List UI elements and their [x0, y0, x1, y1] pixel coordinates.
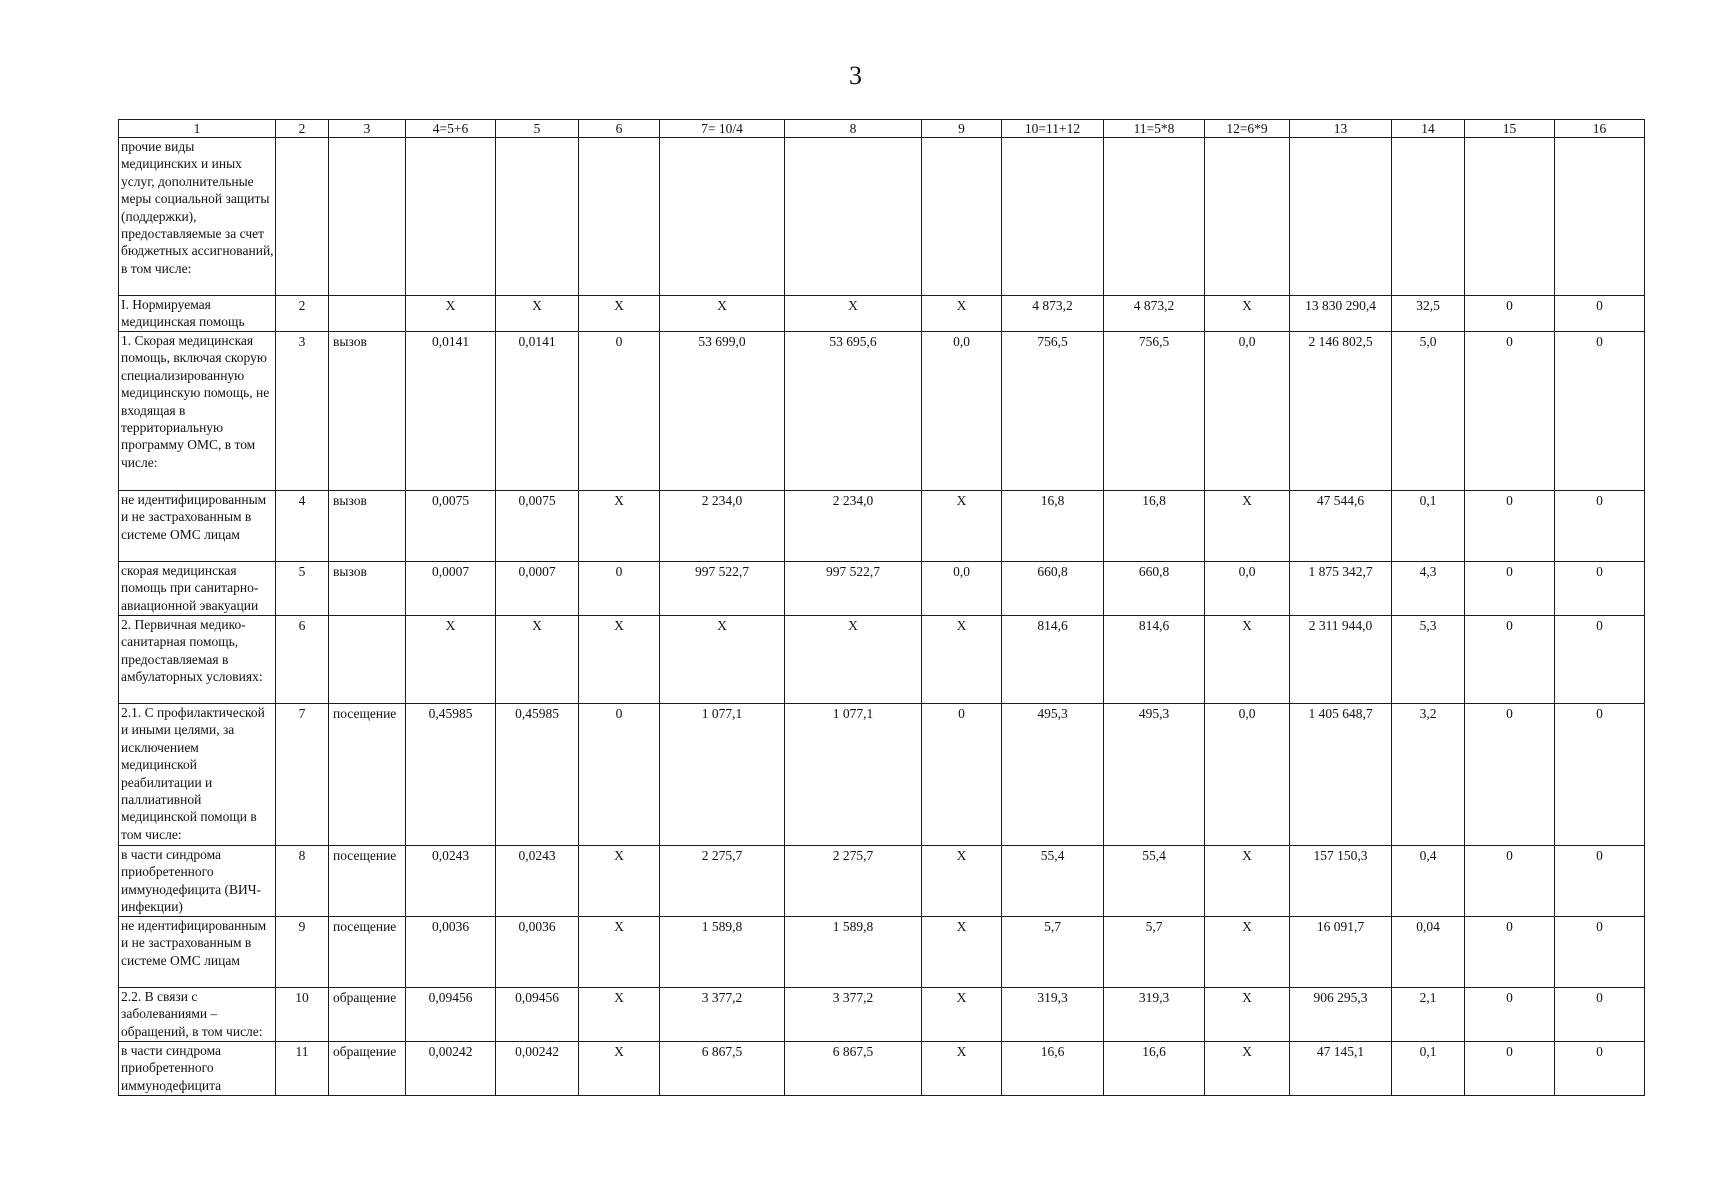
- value-cell: [1555, 138, 1645, 296]
- value-cell: 0: [1555, 704, 1645, 846]
- value-cell: X: [579, 616, 660, 704]
- table-row: [119, 616, 1645, 704]
- value-cell: 1 589,8: [660, 917, 785, 988]
- value-cell: 0: [1465, 988, 1555, 1042]
- value-cell: 1 875 342,7: [1290, 562, 1392, 616]
- row-label: в части синдрома приобретенного иммунодефицита: [119, 1042, 276, 1096]
- value-cell: 4 873,2: [1002, 296, 1104, 332]
- value-cell: 3 377,2: [785, 988, 922, 1042]
- value-cell: 0: [1465, 491, 1555, 562]
- value-cell: [1392, 138, 1465, 296]
- value-cell: X: [579, 1042, 660, 1096]
- value-cell: 0,09456: [496, 988, 579, 1042]
- value-cell: 5,7: [1104, 917, 1205, 988]
- value-cell: [1104, 138, 1205, 296]
- row-number-cell: [276, 138, 329, 296]
- value-cell: X: [496, 616, 579, 704]
- value-cell: 0,0: [922, 332, 1002, 491]
- value-cell: X: [1205, 846, 1290, 917]
- row-label: 1. Скорая медицинская помощь, включая скорую специализированную медицинскую помощь, не входящая в территориальную программу ОМС, в том числе:: [119, 332, 276, 491]
- value-cell: 0,0141: [496, 332, 579, 491]
- value-cell: 2 311 944,0: [1290, 616, 1392, 704]
- value-cell: X: [785, 616, 922, 704]
- unit-cell: обращение: [329, 988, 406, 1042]
- value-cell: 13 830 290,4: [1290, 296, 1392, 332]
- row-label: 2.1. С профилактической и иными целями, за исключением медицинской реабилитации и паллиативной медицинской помощи в том числе:: [119, 704, 276, 846]
- value-cell: 0,0075: [496, 491, 579, 562]
- budget-table: [118, 119, 1645, 1096]
- value-cell: 0: [1465, 704, 1555, 846]
- table-row: [119, 138, 1645, 296]
- header-cell: 1: [119, 120, 276, 138]
- unit-cell: вызов: [329, 491, 406, 562]
- row-number-cell: 6: [276, 616, 329, 704]
- unit-cell: посещение: [329, 846, 406, 917]
- row-number-cell: 7: [276, 704, 329, 846]
- value-cell: X: [922, 988, 1002, 1042]
- value-cell: 3 377,2: [660, 988, 785, 1042]
- row-number-cell: 9: [276, 917, 329, 988]
- value-cell: 0: [1555, 1042, 1645, 1096]
- value-cell: 4,3: [1392, 562, 1465, 616]
- value-cell: 0: [579, 704, 660, 846]
- value-cell: 0: [579, 332, 660, 491]
- value-cell: 0: [1555, 491, 1645, 562]
- value-cell: 0,0: [1205, 332, 1290, 491]
- header-cell: 9: [922, 120, 1002, 138]
- value-cell: X: [496, 296, 579, 332]
- value-cell: 0,0: [922, 562, 1002, 616]
- header-cell: 6: [579, 120, 660, 138]
- row-label: прочие виды медицинских и иных услуг, дополнительные меры социальной защиты (поддержки), предоставляемые за счет бюджетных ассигнований, в том числе:: [119, 138, 276, 296]
- header-cell: 16: [1555, 120, 1645, 138]
- value-cell: 1 405 648,7: [1290, 704, 1392, 846]
- value-cell: 2 275,7: [660, 846, 785, 917]
- value-cell: 0: [1555, 296, 1645, 332]
- value-cell: 157 150,3: [1290, 846, 1392, 917]
- value-cell: X: [406, 616, 496, 704]
- value-cell: 0: [1555, 988, 1645, 1042]
- value-cell: 0,0: [1205, 704, 1290, 846]
- value-cell: 0: [1465, 296, 1555, 332]
- header-cell: 4=5+6: [406, 120, 496, 138]
- unit-cell: [329, 296, 406, 332]
- value-cell: 6 867,5: [660, 1042, 785, 1096]
- value-cell: 55,4: [1104, 846, 1205, 917]
- value-cell: [1002, 138, 1104, 296]
- unit-cell: вызов: [329, 562, 406, 616]
- unit-cell: вызов: [329, 332, 406, 491]
- value-cell: [1290, 138, 1392, 296]
- value-cell: 0,00242: [406, 1042, 496, 1096]
- value-cell: X: [922, 491, 1002, 562]
- value-cell: X: [579, 846, 660, 917]
- table-row: [119, 332, 1645, 491]
- header-cell: 2: [276, 120, 329, 138]
- value-cell: 495,3: [1104, 704, 1205, 846]
- value-cell: 0,1: [1392, 491, 1465, 562]
- header-cell: 12=6*9: [1205, 120, 1290, 138]
- value-cell: 3,2: [1392, 704, 1465, 846]
- value-cell: X: [579, 917, 660, 988]
- value-cell: [660, 138, 785, 296]
- value-cell: [579, 138, 660, 296]
- value-cell: 2 234,0: [660, 491, 785, 562]
- row-number-cell: 10: [276, 988, 329, 1042]
- value-cell: 5,0: [1392, 332, 1465, 491]
- value-cell: [406, 138, 496, 296]
- value-cell: X: [1205, 616, 1290, 704]
- value-cell: 0,0075: [406, 491, 496, 562]
- value-cell: 0: [1465, 846, 1555, 917]
- value-cell: 16 091,7: [1290, 917, 1392, 988]
- table-row: [119, 491, 1645, 562]
- value-cell: X: [1205, 917, 1290, 988]
- value-cell: 2,1: [1392, 988, 1465, 1042]
- value-cell: 2 234,0: [785, 491, 922, 562]
- row-number-cell: 3: [276, 332, 329, 491]
- value-cell: 0: [1555, 562, 1645, 616]
- value-cell: X: [579, 988, 660, 1042]
- header-cell: 3: [329, 120, 406, 138]
- value-cell: 55,4: [1002, 846, 1104, 917]
- table-row: [119, 296, 1645, 332]
- value-cell: 319,3: [1002, 988, 1104, 1042]
- value-cell: 319,3: [1104, 988, 1205, 1042]
- value-cell: 0,00242: [496, 1042, 579, 1096]
- value-cell: 0: [1555, 332, 1645, 491]
- header-cell: 7= 10/4: [660, 120, 785, 138]
- row-label: I. Нормируемая медицинская помощь: [119, 296, 276, 332]
- value-cell: 0: [922, 704, 1002, 846]
- value-cell: 906 295,3: [1290, 988, 1392, 1042]
- header-cell: 10=11+12: [1002, 120, 1104, 138]
- value-cell: 16,8: [1002, 491, 1104, 562]
- value-cell: 0: [1555, 917, 1645, 988]
- header-cell: 5: [496, 120, 579, 138]
- value-cell: 47 145,1: [1290, 1042, 1392, 1096]
- value-cell: X: [660, 616, 785, 704]
- unit-cell: посещение: [329, 704, 406, 846]
- table-row: [119, 562, 1645, 616]
- value-cell: X: [1205, 491, 1290, 562]
- row-number-cell: 5: [276, 562, 329, 616]
- value-cell: [496, 138, 579, 296]
- value-cell: [785, 138, 922, 296]
- unit-cell: [329, 616, 406, 704]
- value-cell: 814,6: [1002, 616, 1104, 704]
- value-cell: 0,1: [1392, 1042, 1465, 1096]
- value-cell: 16,8: [1104, 491, 1205, 562]
- value-cell: 0,0141: [406, 332, 496, 491]
- value-cell: X: [785, 296, 922, 332]
- table-row: [119, 988, 1645, 1042]
- value-cell: 0: [1555, 846, 1645, 917]
- row-number-cell: 4: [276, 491, 329, 562]
- value-cell: 495,3: [1002, 704, 1104, 846]
- value-cell: 32,5: [1392, 296, 1465, 332]
- table-row: [119, 917, 1645, 988]
- value-cell: X: [922, 296, 1002, 332]
- row-label: не идентифицированным и не застрахованным в системе ОМС лицам: [119, 491, 276, 562]
- value-cell: 1 589,8: [785, 917, 922, 988]
- value-cell: 0,0036: [406, 917, 496, 988]
- table-row: [119, 846, 1645, 917]
- value-cell: 660,8: [1002, 562, 1104, 616]
- value-cell: X: [660, 296, 785, 332]
- value-cell: 2 146 802,5: [1290, 332, 1392, 491]
- value-cell: [1465, 138, 1555, 296]
- value-cell: 0: [579, 562, 660, 616]
- value-cell: 16,6: [1104, 1042, 1205, 1096]
- row-label: в части синдрома приобретенного иммунодефицита (ВИЧ-инфекции): [119, 846, 276, 917]
- value-cell: 53 695,6: [785, 332, 922, 491]
- value-cell: 0: [1465, 616, 1555, 704]
- value-cell: X: [1205, 1042, 1290, 1096]
- value-cell: X: [922, 917, 1002, 988]
- row-label: 2. Первичная медико-санитарная помощь, предоставляемая в амбулаторных условиях:: [119, 616, 276, 704]
- value-cell: 1 077,1: [785, 704, 922, 846]
- value-cell: X: [1205, 296, 1290, 332]
- value-cell: X: [579, 296, 660, 332]
- header-cell: 15: [1465, 120, 1555, 138]
- header-cell: 14: [1392, 120, 1465, 138]
- header-row: [119, 120, 1645, 138]
- value-cell: 660,8: [1104, 562, 1205, 616]
- value-cell: 0: [1465, 562, 1555, 616]
- row-label: не идентифицированным и не застрахованным в системе ОМС лицам: [119, 917, 276, 988]
- value-cell: X: [922, 616, 1002, 704]
- row-number-cell: 2: [276, 296, 329, 332]
- value-cell: 0,0243: [406, 846, 496, 917]
- value-cell: 53 699,0: [660, 332, 785, 491]
- unit-cell: обращение: [329, 1042, 406, 1096]
- table-row: [119, 1042, 1645, 1096]
- value-cell: 0: [1465, 917, 1555, 988]
- value-cell: 0,45985: [496, 704, 579, 846]
- row-label: скорая медицинская помощь при санитарно-авиационной эвакуации: [119, 562, 276, 616]
- value-cell: 5,3: [1392, 616, 1465, 704]
- value-cell: 997 522,7: [660, 562, 785, 616]
- value-cell: 756,5: [1002, 332, 1104, 491]
- value-cell: X: [406, 296, 496, 332]
- table-row: [119, 704, 1645, 846]
- value-cell: 0,4: [1392, 846, 1465, 917]
- value-cell: 16,6: [1002, 1042, 1104, 1096]
- value-cell: [1205, 138, 1290, 296]
- value-cell: X: [922, 846, 1002, 917]
- value-cell: 5,7: [1002, 917, 1104, 988]
- value-cell: 0,0243: [496, 846, 579, 917]
- row-number-cell: 8: [276, 846, 329, 917]
- value-cell: 0: [1555, 616, 1645, 704]
- value-cell: 1 077,1: [660, 704, 785, 846]
- value-cell: 0,0: [1205, 562, 1290, 616]
- value-cell: X: [922, 1042, 1002, 1096]
- value-cell: 0,0007: [406, 562, 496, 616]
- header-cell: 11=5*8: [1104, 120, 1205, 138]
- value-cell: 756,5: [1104, 332, 1205, 491]
- unit-cell: [329, 138, 406, 296]
- value-cell: X: [579, 491, 660, 562]
- value-cell: [922, 138, 1002, 296]
- value-cell: 2 275,7: [785, 846, 922, 917]
- value-cell: 814,6: [1104, 616, 1205, 704]
- value-cell: 0,0036: [496, 917, 579, 988]
- value-cell: 0,0007: [496, 562, 579, 616]
- row-label: 2.2. В связи с заболеваниями – обращений, в том числе:: [119, 988, 276, 1042]
- unit-cell: посещение: [329, 917, 406, 988]
- value-cell: 0,04: [1392, 917, 1465, 988]
- value-cell: 47 544,6: [1290, 491, 1392, 562]
- page-number: 3: [849, 61, 862, 90]
- value-cell: 6 867,5: [785, 1042, 922, 1096]
- value-cell: 0,45985: [406, 704, 496, 846]
- header-cell: 13: [1290, 120, 1392, 138]
- value-cell: 0: [1465, 332, 1555, 491]
- value-cell: 997 522,7: [785, 562, 922, 616]
- value-cell: 4 873,2: [1104, 296, 1205, 332]
- value-cell: 0,09456: [406, 988, 496, 1042]
- row-number-cell: 11: [276, 1042, 329, 1096]
- value-cell: 0: [1465, 1042, 1555, 1096]
- header-cell: 8: [785, 120, 922, 138]
- value-cell: X: [1205, 988, 1290, 1042]
